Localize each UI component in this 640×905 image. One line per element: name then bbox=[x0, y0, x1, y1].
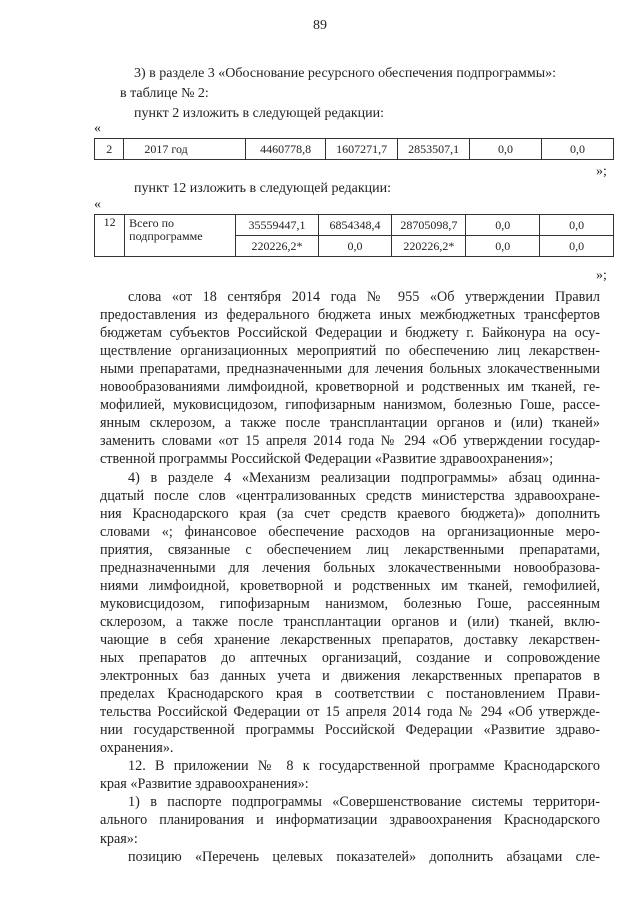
table-cell-label bbox=[125, 215, 236, 257]
table2-close-quote: »; bbox=[596, 268, 607, 283]
intro-line-1: 3) в разделе 3 «Обоснование ресурсного обеспечения подпрограммы»: bbox=[134, 66, 557, 81]
body-line: ществление организационных мероприятий по обеспечению лиц лекарствен- bbox=[100, 343, 600, 360]
table-cell: 35559447,1 bbox=[236, 215, 318, 236]
page-number: 89 bbox=[313, 18, 327, 33]
body-line: предоставления из федерального бюджета иных межбюджетных трансфертов bbox=[100, 307, 600, 324]
table1-open-quote: « bbox=[94, 121, 101, 136]
table-cell: 12 bbox=[95, 215, 125, 257]
body-line: ными препаратами, предназначенными для лечения больных злокачественными bbox=[100, 361, 600, 378]
intro-line-3: пункт 2 изложить в следующей редакции: bbox=[134, 106, 384, 121]
table-cell: 0,0 bbox=[540, 236, 614, 257]
body-line: ального планирования и информатизации здравоохранения Краснодарского bbox=[100, 812, 600, 829]
table-cell: 2853507,1 bbox=[398, 139, 470, 160]
table-cell: 0,0 bbox=[466, 215, 540, 236]
body-line: ных препаратов до аптечных организаций, создание и сопровождение bbox=[100, 650, 600, 666]
body-line: тельства Российской Федерации от 15 апреля 2014 года № 294 «Об утвержде- bbox=[100, 704, 600, 721]
body-line: 1) в паспорте подпрограммы «Совершенствование системы территори- bbox=[128, 794, 600, 811]
body-line: словами «; финансовое обеспечение расходов на организационные меро- bbox=[100, 523, 600, 540]
body-line: электронных баз данных учета и движения лекарственных препаратов в bbox=[100, 668, 600, 685]
table-cell: 220226,2* bbox=[392, 236, 466, 257]
body-line: муковисцидозом, гипофизарным нанизмом, болезнью Гоше, рассеянным bbox=[100, 595, 600, 612]
body-line: янным склерозом, а также после трансплантации органов и (или) тканей» bbox=[100, 415, 600, 432]
table-cell: 0,0 bbox=[542, 139, 614, 160]
table-cell: 28705098,7 bbox=[392, 215, 466, 236]
table-row bbox=[95, 215, 614, 236]
table-cell: 0,0 bbox=[470, 139, 542, 160]
table-cell: 0,0 bbox=[318, 236, 392, 257]
table-cell: 2 bbox=[95, 139, 124, 160]
body-line: чающие в себя хранение лекарственных препаратов, доставку лекарствен- bbox=[100, 631, 600, 648]
body-line: ниями лимфоидной, кроветворной и родственных им тканей, гемофилией, bbox=[100, 577, 600, 594]
body-line: приятия, связанные с обеспечением лиц лекарственными препаратами, bbox=[100, 541, 600, 558]
body-line: слова «от 18 сентября 2014 года № 955 «Об утверждении Правил bbox=[128, 289, 600, 305]
body-line: заменить словами «от 15 апреля 2014 года № 294 «Об утверждении государ- bbox=[100, 433, 600, 450]
table-cell: 6854348,4 bbox=[318, 215, 392, 236]
table-cell: 2017 год bbox=[124, 139, 246, 160]
body-line: пределах Краснодарского края в соответствии с постановлением Прави- bbox=[100, 686, 600, 703]
label-line-1: Всего по bbox=[129, 216, 175, 230]
table-cell: 0,0 bbox=[540, 215, 614, 236]
table-cell: 1607271,7 bbox=[326, 139, 398, 160]
body-line: 12. В приложении № 8 к государственной программе Краснодарского bbox=[128, 758, 600, 775]
body-line: новообразованиями лимфоидной, кроветворной и родственных им тканей, ге- bbox=[100, 379, 600, 396]
body-line: нии государственной программы Российской Федерации «Развитие здраво- bbox=[100, 722, 600, 739]
body-line: позицию «Перечень целевых показателей» дополнить абзацами сле- bbox=[128, 848, 600, 865]
body-line: края»: bbox=[100, 830, 138, 847]
table2-open-quote: « bbox=[94, 197, 101, 212]
table-cell: 4460778,8 bbox=[246, 139, 326, 160]
body-line: предназначенными для лечения больных злокачественными новообразова- bbox=[100, 559, 600, 576]
p12-title: пункт 12 изложить в следующей редакции: bbox=[134, 181, 391, 196]
body-line: склерозом, а также после трансплантации органов и (или) тканей, вклю- bbox=[100, 613, 600, 630]
body-line: ственной программы Российской Федерации «Развитие здравоохранения»; bbox=[100, 451, 554, 468]
body-line: 4) в разделе 4 «Механизм реализации подпрограммы» абзац одинна- bbox=[128, 469, 600, 486]
body-line: мофилией, муковисцидозом, гипофизарным нанизмом, болезнью Гоше, рассе- bbox=[100, 397, 600, 414]
table-1 bbox=[94, 138, 614, 160]
table-row bbox=[95, 139, 614, 160]
body-line: края «Развитие здравоохранения»: bbox=[100, 776, 309, 793]
label-line-2: подпрограмме bbox=[129, 229, 203, 243]
table-cell: 0,0 bbox=[466, 236, 540, 257]
body-line: ния Краснодарского края (за счет средств краевого бюджета)» дополнить bbox=[100, 505, 600, 522]
body-line: бюджетам субъектов Российской Федерации и бюджету г. Байконура на осу- bbox=[100, 325, 600, 342]
body-line: дцатый после слов «централизованных средств министерства здравоохране- bbox=[100, 487, 600, 504]
table-2 bbox=[94, 214, 614, 257]
table1-close-quote: »; bbox=[596, 164, 607, 179]
table-cell: 220226,2* bbox=[236, 236, 318, 257]
intro-line-2: в таблице № 2: bbox=[120, 86, 209, 101]
body-line: охранения». bbox=[100, 740, 174, 757]
